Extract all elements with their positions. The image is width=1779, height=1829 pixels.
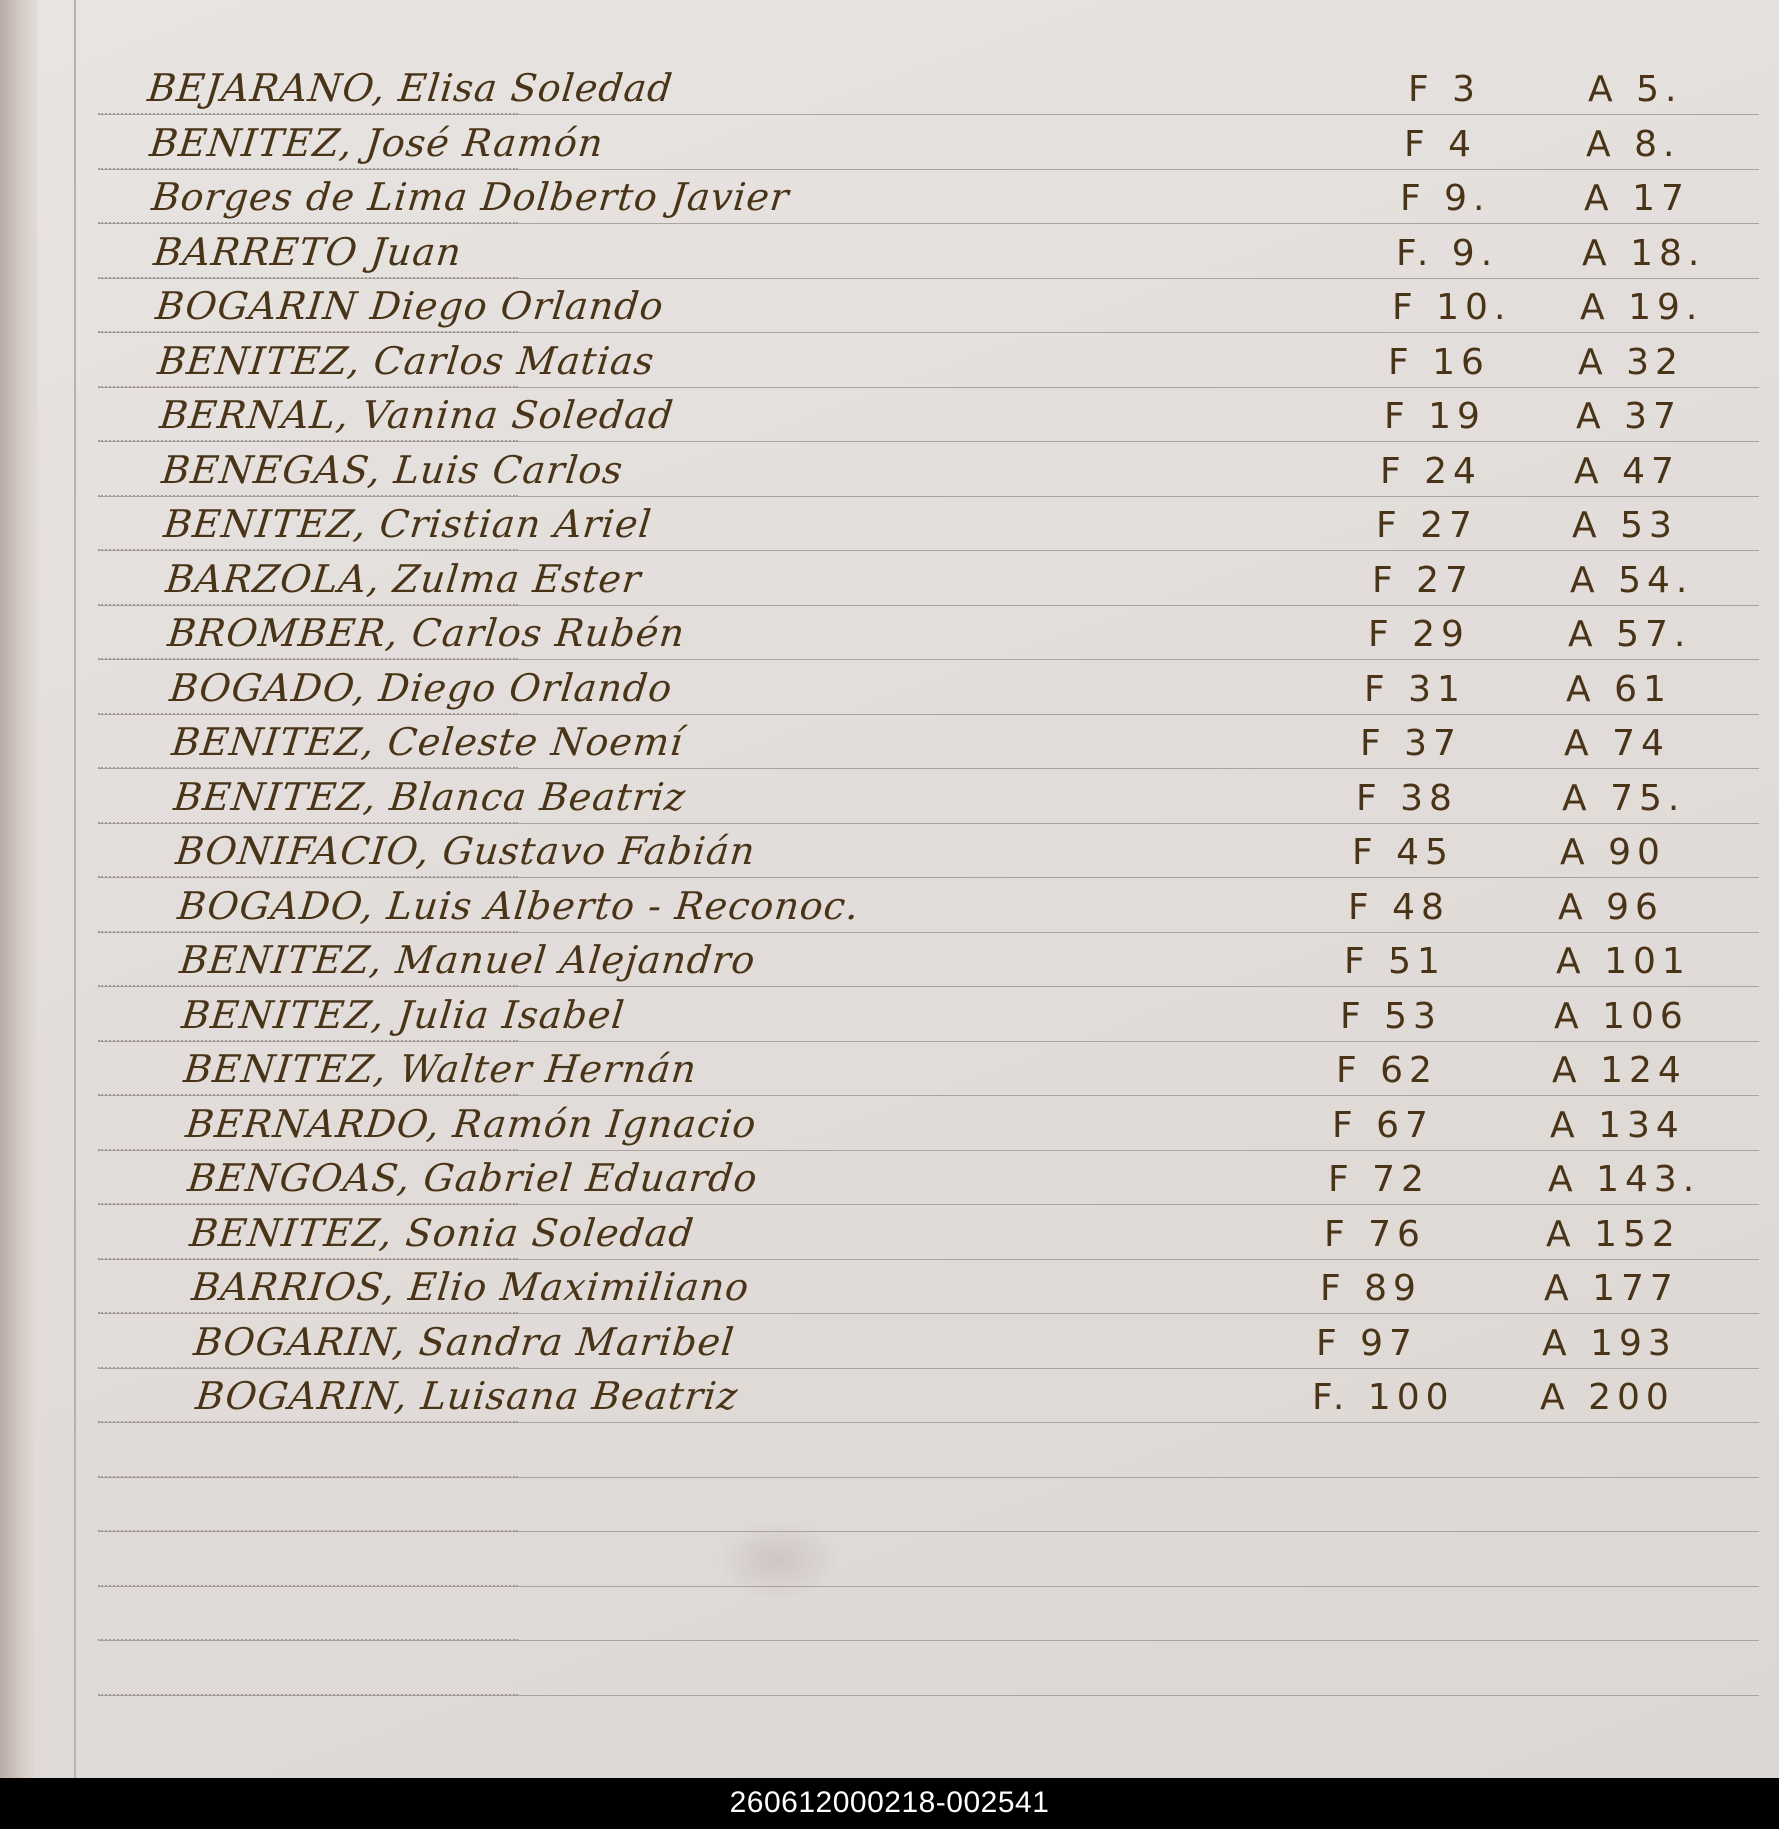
entry-acta: A 61 xyxy=(1566,668,1672,710)
entry-acta: A 17 xyxy=(1584,178,1690,219)
dotted-leader xyxy=(98,1530,518,1532)
register-entry xyxy=(108,171,1719,223)
entry-folio: F. 100 xyxy=(1312,1377,1455,1418)
entry-folio: F 9. xyxy=(1400,178,1491,219)
entry-folio: F 72 xyxy=(1328,1159,1430,1200)
register-entry xyxy=(108,607,1719,659)
entry-folio: F 76 xyxy=(1324,1213,1426,1255)
register-entry xyxy=(108,1370,1719,1422)
entry-name: BARRETO Juan xyxy=(151,229,465,274)
entry-folio: F 53 xyxy=(1340,995,1442,1037)
entry-folio: F 48 xyxy=(1348,886,1450,928)
entry-folio: F 27 xyxy=(1376,505,1478,546)
entry-folio: F 10. xyxy=(1392,287,1512,328)
entry-acta: A 96 xyxy=(1558,886,1664,928)
entry-name: BENGOAS, Gabriel Eduardo xyxy=(185,1156,760,1200)
register-entry xyxy=(108,444,1719,496)
entry-acta: A 177 xyxy=(1544,1268,1679,1309)
entry-folio: F. 9. xyxy=(1396,232,1499,274)
entry-acta: A 152 xyxy=(1546,1213,1681,1255)
entry-name: BENITEZ, José Ramón xyxy=(147,120,606,165)
notebook-page-edge xyxy=(0,0,38,1778)
entry-name: BERNAL, Vanina Soledad xyxy=(157,393,676,437)
entry-acta: A 54. xyxy=(1570,559,1694,601)
entry-folio: F 3 xyxy=(1408,69,1482,110)
paper-smudge xyxy=(718,1520,838,1600)
register-entry xyxy=(108,1316,1719,1368)
entry-folio: F 37 xyxy=(1360,723,1462,764)
footer-bar xyxy=(0,1778,1779,1829)
entry-name: BROMBER, Carlos Rubén xyxy=(165,611,688,655)
register-entry xyxy=(108,989,1719,1041)
entry-folio: F 67 xyxy=(1332,1104,1434,1146)
dotted-leader xyxy=(98,1476,518,1478)
register-entry xyxy=(108,62,1719,114)
register-entry xyxy=(108,389,1719,441)
entry-folio: F 16 xyxy=(1388,341,1490,383)
entry-acta: A 53 xyxy=(1572,505,1678,546)
entry-folio: F 27 xyxy=(1372,559,1474,601)
entry-name: BENEGAS, Luis Carlos xyxy=(159,447,626,492)
entry-folio: F 19 xyxy=(1384,396,1486,437)
entry-folio: F 51 xyxy=(1344,941,1446,982)
entry-acta: A 200 xyxy=(1540,1377,1675,1418)
register-entry xyxy=(108,335,1719,387)
register-entry xyxy=(108,1098,1719,1150)
register-entry xyxy=(108,662,1719,714)
entry-acta: A 143. xyxy=(1548,1159,1701,1200)
entry-folio: F 45 xyxy=(1352,832,1454,873)
entry-name: BOGARIN Diego Orlando xyxy=(153,284,667,328)
entry-acta: A 134 xyxy=(1550,1104,1685,1146)
entry-acta: A 101 xyxy=(1556,941,1691,982)
dotted-leader xyxy=(98,1694,518,1696)
entry-name: BARZOLA, Zulma Ester xyxy=(163,556,644,601)
register-entry xyxy=(108,934,1719,986)
entry-acta: A 74 xyxy=(1564,723,1670,764)
entry-name: BOGADO, Diego Orlando xyxy=(167,665,675,710)
dotted-leader xyxy=(98,1639,518,1641)
entry-name: BENITEZ, Celeste Noemí xyxy=(169,720,686,764)
entry-name: Borges de Lima Dolberto Javier xyxy=(149,175,792,219)
entry-acta: A 124 xyxy=(1552,1050,1687,1091)
margin-line xyxy=(74,0,76,1778)
notebook-sheet xyxy=(38,0,1779,1778)
register-entry xyxy=(108,280,1719,332)
entry-name: BOGARIN, Luisana Beatriz xyxy=(193,1374,741,1418)
entry-folio: F 89 xyxy=(1320,1268,1422,1309)
register-entry xyxy=(108,716,1719,768)
entry-acta: A 193 xyxy=(1542,1322,1677,1364)
register-entry xyxy=(108,825,1719,877)
register-entry xyxy=(108,880,1719,932)
entry-acta: A 106 xyxy=(1554,995,1689,1037)
entry-name: BENITEZ, Walter Hernán xyxy=(181,1047,700,1091)
entry-name: BEJARANO, Elisa Soledad xyxy=(145,66,676,110)
entry-acta: A 19. xyxy=(1580,287,1704,328)
entry-name: BONIFACIO, Gustavo Fabián xyxy=(173,829,758,873)
entry-folio: F 97 xyxy=(1316,1322,1418,1364)
entry-folio: F 24 xyxy=(1380,450,1482,492)
entry-acta: A 5. xyxy=(1588,69,1683,110)
entry-folio: F 31 xyxy=(1364,668,1466,710)
register-entry xyxy=(108,1207,1719,1259)
entry-acta: A 75. xyxy=(1562,777,1686,819)
entry-name: BERNARDO, Ramón Ignacio xyxy=(183,1101,759,1146)
entry-name: BENITEZ, Sonia Soledad xyxy=(187,1210,697,1255)
register-entry xyxy=(108,1152,1719,1204)
register-entry xyxy=(108,498,1719,550)
entry-acta: A 37 xyxy=(1576,396,1682,437)
register-entry xyxy=(108,226,1719,278)
entry-folio: F 38 xyxy=(1356,777,1458,819)
register-entry xyxy=(108,1043,1719,1095)
entry-name: BENITEZ, Carlos Matias xyxy=(155,338,657,383)
entry-acta: A 32 xyxy=(1578,341,1684,383)
entry-name: BOGARIN, Sandra Maribel xyxy=(191,1319,737,1364)
entry-acta: A 47 xyxy=(1574,450,1680,492)
entry-acta: A 57. xyxy=(1568,614,1692,655)
register-entry xyxy=(108,771,1719,823)
entry-name: BENITEZ, Cristian Ariel xyxy=(161,502,655,546)
register-entry xyxy=(108,1261,1719,1313)
entry-name: BOGADO, Luis Alberto - Reconoc. xyxy=(175,883,862,928)
image-id-label: 260612000218-002541 xyxy=(729,1786,1050,1819)
entry-name: BENITEZ, Manuel Alejandro xyxy=(177,938,758,982)
entry-acta: A 18. xyxy=(1582,232,1706,274)
register-entry xyxy=(108,117,1719,169)
entry-folio: F 29 xyxy=(1368,614,1470,655)
entry-folio: F 62 xyxy=(1336,1050,1438,1091)
entry-name: BENITEZ, Julia Isabel xyxy=(179,992,628,1037)
entry-acta: A 90 xyxy=(1560,832,1666,873)
dotted-leader xyxy=(98,1585,518,1587)
entry-acta: A 8. xyxy=(1586,123,1681,165)
register-entry xyxy=(108,553,1719,605)
entry-name: BENITEZ, Blanca Beatriz xyxy=(171,774,689,819)
entry-folio: F 4 xyxy=(1404,123,1478,165)
entry-name: BARRIOS, Elio Maximiliano xyxy=(189,1265,752,1309)
